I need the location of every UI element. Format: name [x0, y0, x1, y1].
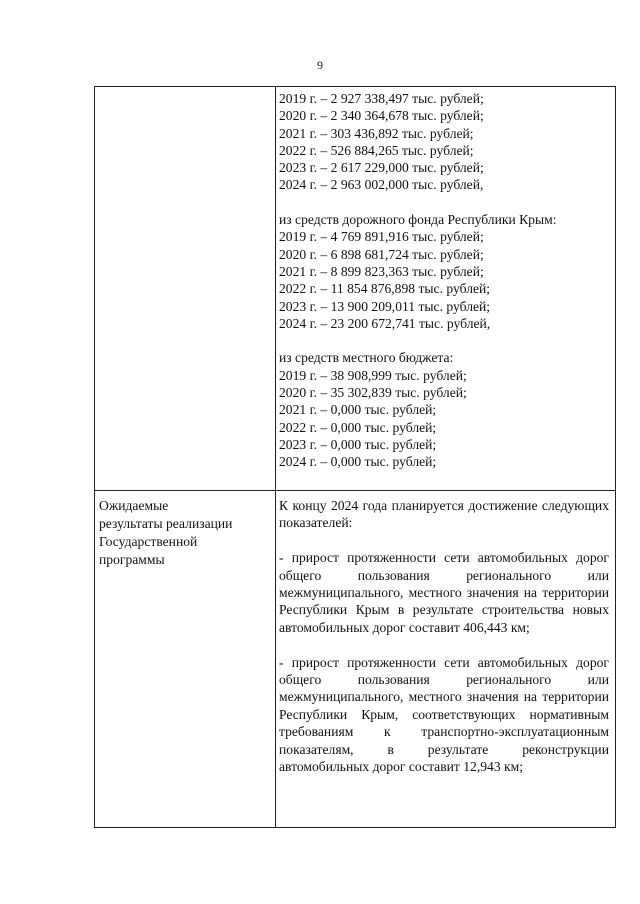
- road-fund-line: 2024 г. – 23 200 672,741 тыс. рублей,: [279, 315, 491, 331]
- row-divider: [95, 490, 615, 491]
- federal-line: 2021 г. – 303 436,892 тыс. рублей;: [279, 125, 474, 141]
- road-fund-line: 2022 г. – 11 854 876,898 тыс. рублей;: [279, 281, 491, 297]
- federal-line: 2024 г. – 2 963 002,000 тыс. рублей,: [279, 177, 484, 193]
- local-budget-line: 2022 г. – 0,000 тыс. рублей;: [279, 419, 437, 435]
- spacer: [279, 332, 609, 349]
- road-fund-line: 2023 г. – 13 900 209,011 тыс. рублей;: [279, 298, 491, 314]
- spacer: [279, 194, 609, 211]
- results-label-line: программы: [99, 552, 165, 567]
- road-fund-line: 2021 г. – 8 899 823,363 тыс. рублей;: [279, 263, 484, 279]
- federal-line: 2022 г. – 526 884,265 тыс. рублей;: [279, 142, 474, 158]
- page-number: 9: [317, 58, 323, 72]
- column-divider: [275, 87, 276, 827]
- spacer: [279, 532, 609, 549]
- local-budget-line: 2023 г. – 0,000 тыс. рублей;: [279, 436, 437, 452]
- local-budget-line: 2024 г. – 0,000 тыс. рублей;: [279, 454, 437, 470]
- local-budget-line: 2019 г. – 38 908,999 тыс. рублей;: [279, 367, 467, 383]
- local-budget-heading: из средств местного бюджета:: [279, 350, 454, 366]
- results-intro: К концу 2024 года планируется достижение следующих показателей:: [279, 498, 609, 531]
- road-fund-heading: из средств дорожного фонда Республики Крым:: [279, 212, 557, 228]
- results-item: - прирост протяженности сети автомобильных дорог общего пользования регионального или межмуниципального, местного значения на территории Республики Крым, соответствующих нормативным требованиям к транспортно-эксплуатационным показателям, в результате реконструкции автомобильных дорог составит 12,943 км;: [279, 654, 609, 775]
- federal-line: 2020 г. – 2 340 364,678 тыс. рублей;: [279, 108, 484, 124]
- financing-cell: [279, 90, 609, 471]
- results-label-line: результаты реализации: [99, 516, 233, 531]
- program-passport-table: [94, 86, 616, 828]
- results-item: - прирост протяженности сети автомобильных дорог общего пользования регионального или межмуниципального, местного значения на территории Республики Крым в результате строительства новых автомобильных дорог составит 406,443 км;: [279, 550, 609, 635]
- local-budget-line: 2021 г. – 0,000 тыс. рублей;: [279, 402, 437, 418]
- results-label-cell: [99, 497, 271, 569]
- road-fund-line: 2019 г. – 4 769 891,916 тыс. рублей;: [279, 229, 484, 245]
- local-budget-line: 2020 г. – 35 302,839 тыс. рублей;: [279, 385, 467, 401]
- results-label-line: Государственной: [99, 534, 198, 549]
- road-fund-line: 2020 г. – 6 898 681,724 тыс. рублей;: [279, 246, 484, 262]
- federal-line: 2019 г. – 2 927 338,497 тыс. рублей;: [279, 91, 484, 106]
- results-label-line: Ожидаемые: [99, 498, 169, 513]
- spacer: [279, 636, 609, 653]
- results-cell: [279, 497, 609, 775]
- federal-line: 2023 г. – 2 617 229,000 тыс. рублей;: [279, 160, 484, 176]
